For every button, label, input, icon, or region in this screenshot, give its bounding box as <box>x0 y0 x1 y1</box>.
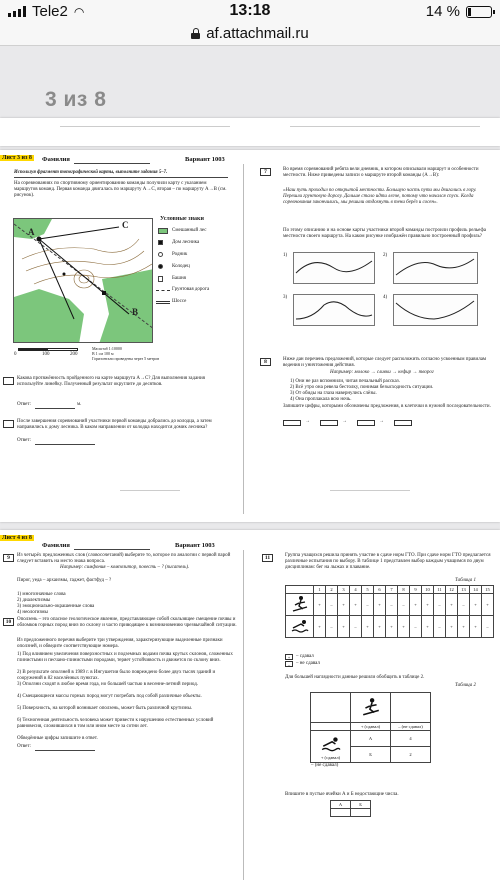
task9-option-4: 4) неологизмы <box>17 610 48 615</box>
task7-text: Во время соревнований ребята вели дневник, в котором описывали маршрут и особенности местности. Ниже приведены записи о маршруте второй команды (А→В): <box>283 167 479 178</box>
map-point-a: A <box>28 227 35 237</box>
status-bar <box>0 0 500 22</box>
task7-quote: «Наш путь проходил по открытой местности. Большую часть пути мы двигались в гору. Перешли грунтовую дорогу. Дальше стало идти легче, потому что начался спуск. Когда соревнования закончились, мы решили отдохнуть в тени берёз и сосен». <box>283 188 477 205</box>
task8-example: Например: молоко → сливки → кефир → творог <box>330 370 434 375</box>
scale-100: 100 <box>42 352 50 357</box>
task10-item-3: 3) Оползни сходят в любое время года, но большей частью в весенне-летний период. <box>17 682 199 687</box>
surname-label-4: Фамилия <box>42 542 70 549</box>
answer-cell-1[interactable] <box>283 420 301 426</box>
highway-icon <box>156 301 170 304</box>
answer-cell-a[interactable] <box>331 809 351 817</box>
battery-icon <box>466 6 492 18</box>
legend-dirt-road: Грунтовая дорога <box>172 287 210 292</box>
spring-icon <box>158 252 163 257</box>
table1: 1 2 3 4 5 6 7 8 9 10 11 12 13 14 15 + – + + – + – – + + – + – + + + – + – + + + + – + – + + + – <box>285 585 494 638</box>
sheet-label: Лист 3 из 8 <box>2 155 32 161</box>
legend-house: Дом лесника <box>172 240 200 245</box>
battery-area <box>426 3 492 20</box>
profile-chart-1[interactable] <box>293 252 375 284</box>
skier-icon <box>286 594 314 616</box>
profile-label-3: 3) <box>283 295 288 300</box>
task7-number-box: 7 <box>260 168 271 176</box>
task7-question: По этому описанию и на основе карты участники второй команды построили профиль рельефа местности своего маршрута. На каком рисунке изображён правильно построенный профиль? <box>283 228 486 239</box>
scale-text-3: Горизонтали проведены через 5 метров <box>92 356 160 361</box>
task10-number-box: 10 <box>3 618 14 626</box>
battery-percent: 14 % <box>425 3 460 20</box>
variant-label: Вариант 1003 <box>185 156 225 163</box>
task9-text: Из четырёх предложенных слов (словосочетаний) выберите то, которое по аналогии с первой парой следует вставить на место знака вопроса. <box>17 553 231 564</box>
key-plus: – сдавал <box>296 654 314 659</box>
swimmer-icon <box>286 616 314 638</box>
task11-number-box: 11 <box>262 554 273 562</box>
task10-item-2: 2) В результате оползней в 1989 г. в Ингушетии было повреждено более двух тысяч зданий и сооружений в 82 населённых пунктах. <box>17 670 216 681</box>
task10-item-6: 6) Техногенная деятельность человека может привести к нарушению естественных условий равновесия, сложившихся в том или ином месте за сотни лет. <box>17 718 214 729</box>
task9-option-3: 3) эмоционально-окрашенные слова <box>17 604 95 609</box>
variant-label-4: Вариант 1003 <box>175 542 215 549</box>
table1-row-swim: + – + – + + + + – + – + + + – <box>286 616 494 638</box>
legend-forest: Смешанный лес <box>172 228 207 233</box>
task10-item-4: 4) Смещающиеся массы горных пород могут погребать под собой различные объекты. <box>17 694 202 699</box>
address-bar[interactable] <box>0 22 500 46</box>
task8-item-4: 4) Она проплакала всю ночь. <box>290 397 352 402</box>
map-point-b: B <box>132 307 139 317</box>
task8-item-1: 1) Они не раз вспомнили, читая печальный рассказ. <box>290 379 400 384</box>
task10-question: Из предложенного перечня выберите три утверждения, характеризующие выделенные признаки оползней, и обведите соответствующие номера. <box>17 638 223 649</box>
table2: + (сдавал) – (не сдавал) + (сдавал) А 4 Б 2 <box>310 692 431 763</box>
answer-cell-2[interactable] <box>320 420 338 426</box>
lock-icon <box>191 28 200 39</box>
task8-item-3: 3) От обиды на глаза навернулись слёзы. <box>290 391 377 396</box>
task9-pair: Пирог, уеда – архаизмы, гаджет, фастфуд – ? <box>17 578 112 583</box>
legend-tower: Башня <box>172 276 186 281</box>
answer-cell-4[interactable] <box>394 420 412 426</box>
url-text[interactable]: af.attachmail.ru <box>206 25 309 42</box>
house-icon <box>158 240 163 245</box>
previous-page-strip <box>0 118 500 146</box>
task8-footer: Запишите цифры, которыми обозначены предложения, в клеточки в нужной последовательности. <box>283 404 491 409</box>
task5-title: Используя фрагмент топографической карты, выполните задания 5–7. <box>14 170 168 175</box>
task8-text: Ниже дан перечень предложений, которые следует расположить согласно усвоенным правилам ведения и уничтожения действия. <box>283 357 487 368</box>
profile-label-1: 1) <box>283 253 288 258</box>
task6-question: После завершения соревнований участники первой команды добрались до колодца, а затем направились к дому лесника. В каком направлении от колодца находится домик лесника? <box>17 419 212 430</box>
task9-option-2: 2) диалектизмы <box>17 598 51 603</box>
legend-spring: Родник <box>172 252 188 257</box>
answer-cell-3[interactable] <box>357 420 375 426</box>
task8-number-box: 8 <box>260 358 271 366</box>
task5-answer-unit: м. <box>77 402 82 407</box>
topographic-map <box>13 218 153 343</box>
task5-answer-label: Ответ: <box>17 402 31 407</box>
scale-0: 0 <box>14 352 17 357</box>
answer-cell-b[interactable] <box>351 809 371 817</box>
task5-intro: На соревнованиях по спортивному ориентированию команды получили карту с указанием маршрутов команд. Первая команда двигалась по маршруту А→С, вторая – по маршруту А→В (см. рисунок). <box>14 181 227 198</box>
profile-label-2: 2) <box>383 253 388 258</box>
task8-item-2: 2) Всё утро она ревела бестолку, понимая безысходность ситуации. <box>290 385 434 390</box>
task5-question: Какова протяжённость пройденного на карте маршрута А→С? Для выполнения задания используйте линейку. Полученный результат округлите до десятков. <box>17 376 205 387</box>
table2-title: Таблица 2 <box>455 683 476 688</box>
table2-intro: Для большей наглядности данные решили обобщить в таблице 2. <box>285 675 425 680</box>
skier-icon-2 <box>361 697 381 717</box>
task9-number-box: 9 <box>3 554 14 562</box>
clock: 13:18 <box>229 2 271 19</box>
task10-footer: Обведённые цифры запишите в ответ. <box>17 736 98 741</box>
page-counter: 3 из 8 <box>45 88 107 111</box>
sheet-label-4: Лист 4 из 8 <box>2 535 32 541</box>
profile-chart-3[interactable] <box>293 294 375 326</box>
scale-200: 200 <box>70 352 78 357</box>
table1-row-ski: + – + + – + – – + + – + – + + <box>286 594 494 616</box>
forest-icon <box>158 228 168 234</box>
profile-label-4: 4) <box>383 295 388 300</box>
map-point-c: C <box>122 220 129 230</box>
surname-label: Фамилия <box>42 156 70 163</box>
wifi-icon: ◠ <box>73 4 85 19</box>
scale-text-2: В 1 см 100 м <box>92 351 114 356</box>
tower-icon <box>158 276 163 282</box>
task10-text: Оползень – это опасное геологическое явление, представляющее собой скользящее смещение почвы и обломков горных пород вниз по склону и часто приводящее к возникновению чрезвычайной ситуации. <box>17 617 237 628</box>
task9-example: Например: симфония – композитор, повесть – ? (писатель). <box>60 565 190 570</box>
answer-table[interactable]: А Б <box>330 800 371 817</box>
task11-footer: Впишите в пустые ячейки А и Б недостающие числа. <box>285 792 399 797</box>
profile-chart-2[interactable] <box>393 252 478 284</box>
scale-bar <box>14 348 89 362</box>
task6-answer-label: Ответ: <box>17 438 31 443</box>
legend-title: Условные знаки <box>160 216 204 222</box>
key-minus: – не сдавал <box>296 661 320 666</box>
task9-option-1: 1) многозначные слова <box>17 592 66 597</box>
carrier-name: Tele2 <box>32 3 68 20</box>
task10-item-5: 5) Поверхность, на которой возникает оползень, может быть различной крутизны. <box>17 706 193 711</box>
legend-well: Колодец <box>172 264 190 269</box>
swimmer-icon-2 <box>321 734 341 754</box>
task11-text: Группа учащихся решила принять участие в сдаче норм ГТО. При сдаче норм ГТО предлагается различные испытания по выбору. В таблице 1 представлен выбор каждым учащимся по двум дисциплинам: бег на лыжах и плавание. <box>285 553 491 570</box>
table2-row2-label: – (не сдавал) <box>311 763 339 768</box>
task6-number-box <box>3 420 14 428</box>
profile-chart-4[interactable] <box>393 294 478 326</box>
task10-answer-label: Ответ: <box>17 744 31 749</box>
well-icon <box>158 264 163 269</box>
scale-text-1: Масштаб 1:10000 <box>92 346 122 351</box>
dirt-road-icon <box>156 290 170 291</box>
legend-highway: Шоссе <box>172 299 187 304</box>
document-page-3: Лист 3 из 8 Фамилия Вариант 1003 Используя фрагмент топографической карты, выполните задания 5–7. На соревнованиях по спортивному ориентированию команды получили карту с указанием маршрутов команд. Первая команда двигалась по маршруту А→С, вторая – по маршруту А→В (см. рисунок). A C B 0 100 200 Масштаб 1:10000 В 1 см 100 м Горизонтали проведены через 5 метров Условные знаки Смешанный лес Дом лесника Родник Колодец Башня Грунтовая дорога Шоссе Какова протяжённость пройденного на карте маршрута А→С? Для выполнения задания используйте линейку. Полученный результат округлите до десятков. Ответ: м. После завершения соревнований участники первой команды добрались до колодца, а затем направились к дому лесника. В каком направлении от колодца находится домик лесника? Ответ: 7 Во время соревнований ребята вели дневник, в котором описывали маршрут и особенности местности. Ниже приведены записи о маршруте второй команды (А→В): «Наш путь проходил по открытой местности. Большую часть пути мы двигались в гору. Перешли грунтовую дорогу. Дальше стало идти легче, потому что начался спуск. Когда соревнования закончились, мы решили отдохнуть в тени берёз и сосен». По этому описанию и на основе карты участники второй команды построили профиль рельефа местности своего маршрута. На каком рисунке изображён правильно построенный профиль? 1) 2) 3) 4) 8 Ниже дан перечень предложений, которые следует расположить согласно усвоенным правилам ведения и уничтожения действия. Например: молоко → сливки → кефир → творог 1) Они не раз вспомнили, читая печальный рассказ. 2) Всё утро она ревела бестолку, понимая безысходность ситуации. 3) От обиды на глаза навернулись слёзы. 4) Она проплакала всю ночь. Запишите цифры, которыми обозначены предложения, в клеточки в нужной последовательности. → → → <box>0 150 500 522</box>
task10-item-1: 1) Под влиянием увеличения поверхностных и подземных водами почва крутых склонов, сложенных глинистыми и песчано-глинистыми породами, теряет устойчивость и движется по склону вниз. <box>17 652 233 663</box>
document-page-4: Лист 4 из 8 Фамилия Вариант 1003 9 Из четырёх предложенных слов (словосочетаний) выберите то, которое по аналогии с первой парой следует вставить на место знака вопроса. Например: симфония – композитор, повесть – ? (писатель). Пирог, уеда – архаизмы, гаджет, фастфуд – ? 1) многозначные слова 2) диалектизмы 3) эмоционально-окрашенные слова 4) неологизмы 10 Оползень – это опасное геологическое явление, представляющее собой скользящее смещение почвы и обломков горных пород вниз по склону и часто приводящее к возникновению чрезвычайной ситуации. Из предложенного перечня выберите три утверждения, характеризующие выделенные признаки оползней, и обведите соответствующие номера. 1) Под влиянием увеличения поверхностных и подземных водами почва крутых склонов, сложенных глинистыми и песчано-глинистыми породами, теряет устойчивость и движется по склону вниз. 2) В результате оползней в 1989 г. в Ингушетии было повреждено более двух тысяч зданий и сооружений в 82 населённых пунктах. 3) Оползни сходят в любое время года, но большей частью в весенне-летний период. 4) Смещающиеся массы горных пород могут погребать под собой различные объекты. 5) Поверхность, на которой возникает оползень, может быть различной крутизны. 6) Техногенная деятельность человека может привести к нарушению естественных условий равновесия, сложившихся в том или ином месте за сотни лет. Обведённые цифры запишите в ответ. Ответ: 11 Группа учащихся решила принять участие в сдаче норм ГТО. При сдаче норм ГТО предлагается различные испытания по выбору. В таблице 1 представлен выбор каждым учащимся по двум дисциплинам: бег на лыжах и плавание. Таблица 1 1 2 3 4 5 6 7 8 9 10 11 12 13 14 15 + – + + – + – – + + – + – + + + – + – + + + + – + – + + + – + – сдавал – – не сдавал Для большей наглядности данные решили обобщить в таблице 2. Таблица 2 + (сдавал) – (не сдавал) + (сдавал) А 4 Б 2 – (не сдавал) Впишите в пустые ячейки А и Б недостающие числа. А Б <box>0 530 500 889</box>
table1-title: Таблица 1 <box>455 578 476 583</box>
task5-number-box <box>3 377 14 385</box>
